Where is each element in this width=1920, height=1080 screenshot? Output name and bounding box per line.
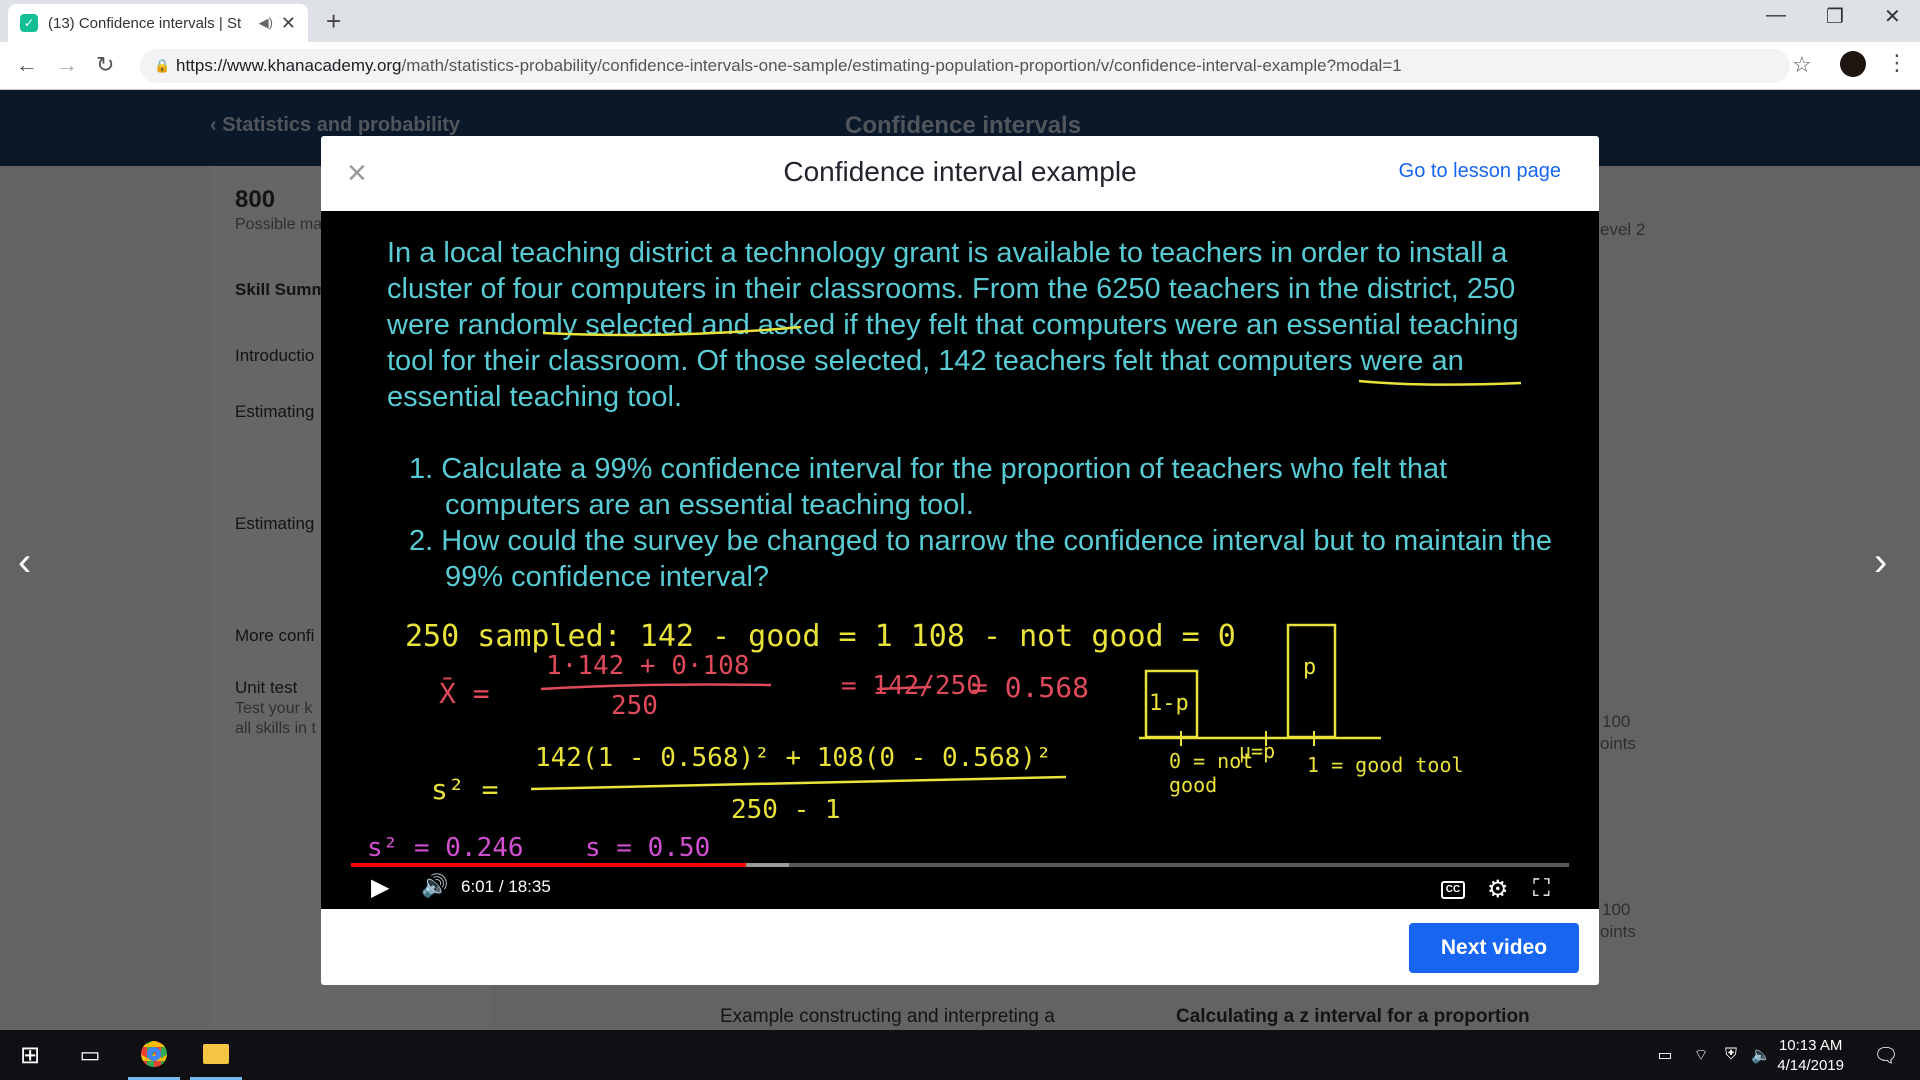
- tab-close-icon[interactable]: ✕: [280, 12, 296, 33]
- next-video-button[interactable]: Next video: [1409, 923, 1579, 973]
- shield-icon[interactable]: ⛨: [1724, 1046, 1737, 1063]
- audio-playing-icon[interactable]: ◀): [258, 15, 273, 30]
- axis-label-zero: 0 = not good: [1169, 749, 1254, 797]
- reload-icon[interactable]: ↻: [96, 52, 115, 77]
- profile-avatar[interactable]: [1840, 51, 1866, 77]
- time-display: 6:01 / 18:35: [461, 877, 551, 896]
- clock-time: 10:13 AM: [1778, 1037, 1843, 1054]
- axis-label-mu: μ=p: [1239, 739, 1276, 763]
- browser-menu-icon[interactable]: ⋮: [1886, 50, 1908, 75]
- back-icon[interactable]: ←: [16, 52, 38, 77]
- question-1: 1. Calculate a 99% confidence interval for the proportion of teachers who felt that computers are an essential teaching tool.: [409, 453, 1448, 521]
- problem-text: In a local teaching district a technology grant is available to teachers in order to install a cluster of four computers in their classrooms. From the 6250 teachers in the district, 250 were randomly selected and asked if they felt that computers were an essential teaching tool for their classroom. Of those selected, 142 teachers felt that computers were an essential teaching tool.: [387, 237, 1519, 413]
- file-explorer-icon[interactable]: [190, 1030, 242, 1080]
- new-tab-button[interactable]: +: [326, 6, 342, 36]
- sampled-line: 250 sampled: 142 - good = 1 108 - not good = 0: [405, 619, 1236, 654]
- next-arrow-icon[interactable]: ›: [1874, 540, 1888, 584]
- bar-label-1-p: 1-p: [1149, 691, 1189, 716]
- modal-header: [321, 136, 1599, 211]
- previous-arrow-icon[interactable]: ‹: [18, 540, 32, 584]
- clock-date: 4/14/2019: [1777, 1057, 1844, 1074]
- browser-tab[interactable]: [8, 4, 308, 42]
- windows-taskbar: [0, 1030, 1920, 1080]
- xbar-fraction: = 142/250: [841, 671, 982, 701]
- axis-label-one: 1 = good tool: [1307, 753, 1464, 777]
- address-bar: [0, 42, 1920, 90]
- url-field[interactable]: [140, 49, 1790, 83]
- go-to-lesson-link[interactable]: Go to lesson page: [1398, 160, 1561, 182]
- bookmark-star-icon[interactable]: ☆: [1792, 52, 1812, 77]
- speaker-icon[interactable]: 🔈: [1751, 1047, 1771, 1064]
- s2-numerator: 142(1 - 0.568)² + 108(0 - 0.568)²: [535, 743, 1052, 773]
- system-clock[interactable]: [1777, 1036, 1844, 1076]
- minimize-icon[interactable]: —: [1766, 4, 1786, 26]
- question-2: 2. How could the survey be changed to narrow the confidence interval but to maintain the 99% confidence interval?: [409, 525, 1552, 593]
- xbar-value: = 0.568: [971, 671, 1090, 704]
- chrome-taskbar-icon[interactable]: [128, 1030, 180, 1080]
- url-path: /math/statistics-probability/confidence-intervals-one-sample/estimating-population-proportion/v/confidence-interval-example?modal=1: [401, 56, 1402, 75]
- battery-icon[interactable]: ▭: [1657, 1047, 1673, 1064]
- xbar-lhs: X̄ =: [439, 677, 490, 710]
- windows-start-icon[interactable]: ⊞: [19, 1041, 41, 1069]
- question-list: [409, 451, 1559, 595]
- modal-title: Confidence interval example: [783, 156, 1137, 187]
- s2-value: s² = 0.246: [367, 833, 524, 863]
- window-close-icon[interactable]: ✕: [1884, 6, 1901, 28]
- wifi-icon[interactable]: ⌔: [1693, 1047, 1709, 1064]
- tab-bar: [0, 0, 1920, 42]
- video-player[interactable]: [321, 211, 1599, 909]
- play-icon[interactable]: ▶: [371, 874, 390, 901]
- s-value: s = 0.50: [585, 833, 711, 863]
- progress-played: [351, 863, 746, 867]
- volume-icon[interactable]: 🔊: [421, 873, 449, 898]
- s2-denominator: 250 - 1: [731, 795, 841, 825]
- xbar-denominator: 250: [611, 691, 658, 721]
- khan-favicon-icon: ✓: [20, 14, 38, 32]
- bar-label-p: p: [1303, 655, 1317, 680]
- forward-icon[interactable]: →: [56, 52, 78, 77]
- close-icon[interactable]: ×: [347, 154, 367, 192]
- captions-icon[interactable]: CC: [1441, 881, 1465, 899]
- progress-bar[interactable]: [351, 863, 1569, 867]
- video-modal: [321, 136, 1599, 985]
- maximize-icon[interactable]: ❐: [1826, 6, 1844, 28]
- tab-title: (13) Confidence intervals | St: [48, 14, 242, 32]
- lock-icon: 🔒: [154, 58, 171, 73]
- settings-gear-icon[interactable]: ⚙: [1487, 876, 1509, 903]
- fullscreen-icon[interactable]: ⛶: [1533, 875, 1550, 902]
- notifications-icon[interactable]: 🗨: [1873, 1044, 1899, 1067]
- s2-lhs: s² =: [431, 773, 499, 806]
- url-host: https://www.khanacademy.org: [176, 56, 402, 75]
- task-view-icon[interactable]: ▭: [79, 1042, 101, 1067]
- xbar-numerator: 1·142 + 0·108: [546, 651, 750, 681]
